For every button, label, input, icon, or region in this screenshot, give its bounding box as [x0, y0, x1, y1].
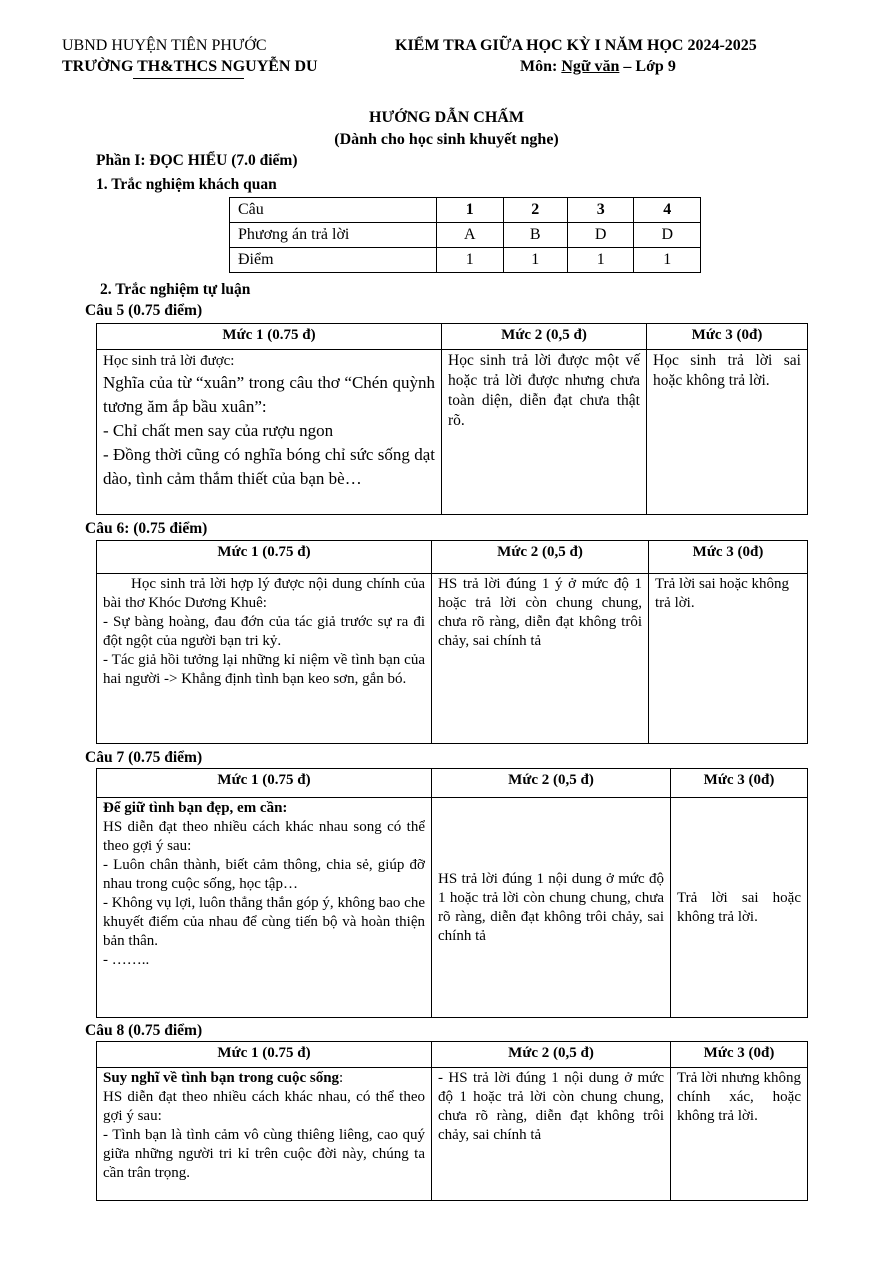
mc-answer-table: [229, 197, 701, 273]
level1-line: Nghĩa của từ “xuân” trong câu thơ “Chén quỳnh tương ăm ắp bầu xuân”:: [103, 373, 435, 417]
level1-line: - Tình bạn là tình cảm vô cùng thiêng liêng, cao quý giữa những người tri kỉ trên cuộc đời này, chúng ta cần trân trọng.: [103, 1127, 425, 1182]
table-row: [97, 350, 808, 515]
q7-heading: Câu 7 (0.75 điểm): [85, 749, 203, 766]
level3-cell: Trả lời sai hoặc không trả lời.: [649, 574, 808, 744]
table-row: [230, 198, 701, 223]
q8-rubric-table: [96, 1041, 808, 1201]
department-name: UBND HUYỆN TIÊN PHƯỚC: [62, 37, 267, 54]
school-name: TRƯỜNG TH&THCS NGUYỄN DU: [62, 58, 318, 75]
level1-line: - ……..: [103, 952, 150, 969]
subject-line: [520, 57, 676, 77]
level1-line: - Không vụ lợi, luôn thẳng thắn góp ý, không bao che khuyết điểm của nhau để cùng tiến bộ và hoàn thiện bản thân.: [103, 895, 425, 950]
q5-heading: Câu 5 (0.75 điểm): [85, 302, 203, 319]
column-header: Mức 1 (0.75 đ): [97, 324, 442, 350]
q7-rubric-table: [96, 768, 808, 1018]
level1-line: HS diễn đạt theo nhiều cách khác nhau, có thể theo gợi ý sau:: [103, 1089, 425, 1125]
level1-line: Học sinh trả lời hợp lý được nội dung chính của bài thơ Khóc Dương Khuê:: [103, 576, 425, 612]
level1-cell: [97, 1068, 432, 1201]
column-header: Mức 3 (0đ): [671, 769, 808, 798]
row-label: Câu: [230, 198, 437, 223]
answer-cell: D: [567, 223, 634, 248]
table-row: [97, 1042, 808, 1068]
point-cell: 1: [437, 248, 504, 273]
question-number: 3: [567, 198, 634, 223]
column-header: Mức 3 (0đ): [647, 324, 808, 350]
level1-line: - Luôn chân thành, biết cảm thông, chia sẻ, giúp đỡ nhau trong cuộc sống, học tập…: [103, 857, 425, 893]
row-label: Phương án trả lời: [230, 223, 437, 248]
question-number: 2: [503, 198, 567, 223]
question-number: 1: [437, 198, 504, 223]
part1-heading: Phần I: ĐỌC HIỂU (7.0 điểm): [96, 152, 298, 169]
answer-cell: D: [634, 223, 701, 248]
q8-heading: Câu 8 (0.75 điểm): [85, 1022, 203, 1039]
level1-cell: [97, 574, 432, 744]
q5-rubric-table: [96, 323, 808, 515]
exam-title: KIỂM TRA GIỮA HỌC KỲ I NĂM HỌC 2024-2025: [395, 37, 757, 54]
level3-cell: Trả lời nhưng không chính xác, hoặc không trả lời.: [671, 1068, 808, 1201]
level2-cell: HS trả lời đúng 1 ý ở mức độ 1 hoặc trả lời còn chung chung, chưa rõ ràng, diễn đạt không trôi chảy, sai chính tả: [432, 574, 649, 744]
column-header: Mức 2 (0,5 đ): [432, 1042, 671, 1068]
level1-line: - Chỉ chất men say của rượu ngon: [103, 421, 334, 441]
level2-cell: Học sinh trả lời được một vế hoặc trả lời được nhưng chưa toàn diện, diễn đạt chưa thật rõ.: [442, 350, 647, 515]
column-header: Mức 1 (0.75 đ): [97, 1042, 432, 1068]
point-cell: 1: [567, 248, 634, 273]
level1-title-suffix: :: [339, 1070, 344, 1087]
header-underline: [133, 78, 244, 79]
column-header: Mức 1 (0.75 đ): [97, 541, 432, 574]
point-cell: 1: [503, 248, 567, 273]
table-row: [97, 1068, 808, 1201]
page-title: HƯỚNG DẪN CHẤM: [369, 109, 524, 126]
table-row: [97, 324, 808, 350]
column-header: Mức 3 (0đ): [649, 541, 808, 574]
q6-rubric-table: [96, 540, 808, 744]
column-header: Mức 2 (0,5 đ): [432, 541, 649, 574]
column-header: Mức 1 (0.75 đ): [97, 769, 432, 798]
subject-name: Ngữ văn: [561, 58, 620, 75]
level1-title: Để giữ tình bạn đẹp, em cần:: [103, 800, 288, 817]
table-row: [230, 248, 701, 273]
level3-cell: Trả lời sai hoặc không trả lời.: [671, 798, 808, 1018]
essay-heading: 2. Trắc nghiệm tự luận: [100, 281, 251, 298]
table-row: [97, 798, 808, 1018]
answer-cell: A: [437, 223, 504, 248]
level1-title-line: [103, 1069, 425, 1088]
subject-prefix: Môn:: [520, 58, 562, 75]
column-header: Mức 3 (0đ): [671, 1042, 808, 1068]
level1-title: Suy nghĩ về tình bạn trong cuộc sống: [103, 1070, 340, 1087]
row-label: Điểm: [230, 248, 437, 273]
level1-line: HS diễn đạt theo nhiều cách khác nhau song có thể theo gợi ý sau:: [103, 819, 425, 855]
table-row: [97, 541, 808, 574]
level1-cell: [97, 798, 432, 1018]
mc-heading: 1. Trắc nghiệm khách quan: [96, 176, 277, 193]
page-subtitle: (Dành cho học sinh khuyết nghe): [334, 131, 559, 148]
level1-line: - Sự bàng hoàng, đau đớn của tác giả trước sự ra đi đột ngột của người bạn tri kỷ.: [103, 614, 425, 650]
level1-line: - Đồng thời cũng có nghĩa bóng chỉ sức sống dạt dào, tình cảm thắm thiết của bạn bè…: [103, 445, 435, 489]
level1-line: - Tác giả hồi tưởng lại những kỉ niệm về tình bạn của hai người -> Khẳng định tình bạn keo sơn, gắn bó.: [103, 652, 425, 688]
table-row: [230, 223, 701, 248]
grade-label: – Lớp 9: [619, 58, 676, 75]
column-header: Mức 2 (0,5 đ): [432, 769, 671, 798]
table-row: [97, 574, 808, 744]
question-number: 4: [634, 198, 701, 223]
level2-cell: - HS trả lời đúng 1 nội dung ở mức độ 1 hoặc trả lời còn chung chung, chưa rõ ràng, diễn đạt không trôi chảy, sai chính tả: [432, 1068, 671, 1201]
level1-cell: [97, 350, 442, 515]
point-cell: 1: [634, 248, 701, 273]
level1-line: Học sinh trả lời được:: [103, 353, 235, 370]
column-header: Mức 2 (0,5 đ): [442, 324, 647, 350]
table-row: [97, 769, 808, 798]
answer-cell: B: [503, 223, 567, 248]
q6-heading: Câu 6: (0.75 điểm): [85, 520, 208, 537]
level2-cell: HS trả lời đúng 1 nội dung ở mức độ 1 hoặc trả lời còn chung chung, chưa rõ ràng, diễn đạt không trôi chảy, sai chính tả: [432, 798, 671, 1018]
level3-cell: Học sinh trả lời sai hoặc không trả lời.: [647, 350, 808, 515]
